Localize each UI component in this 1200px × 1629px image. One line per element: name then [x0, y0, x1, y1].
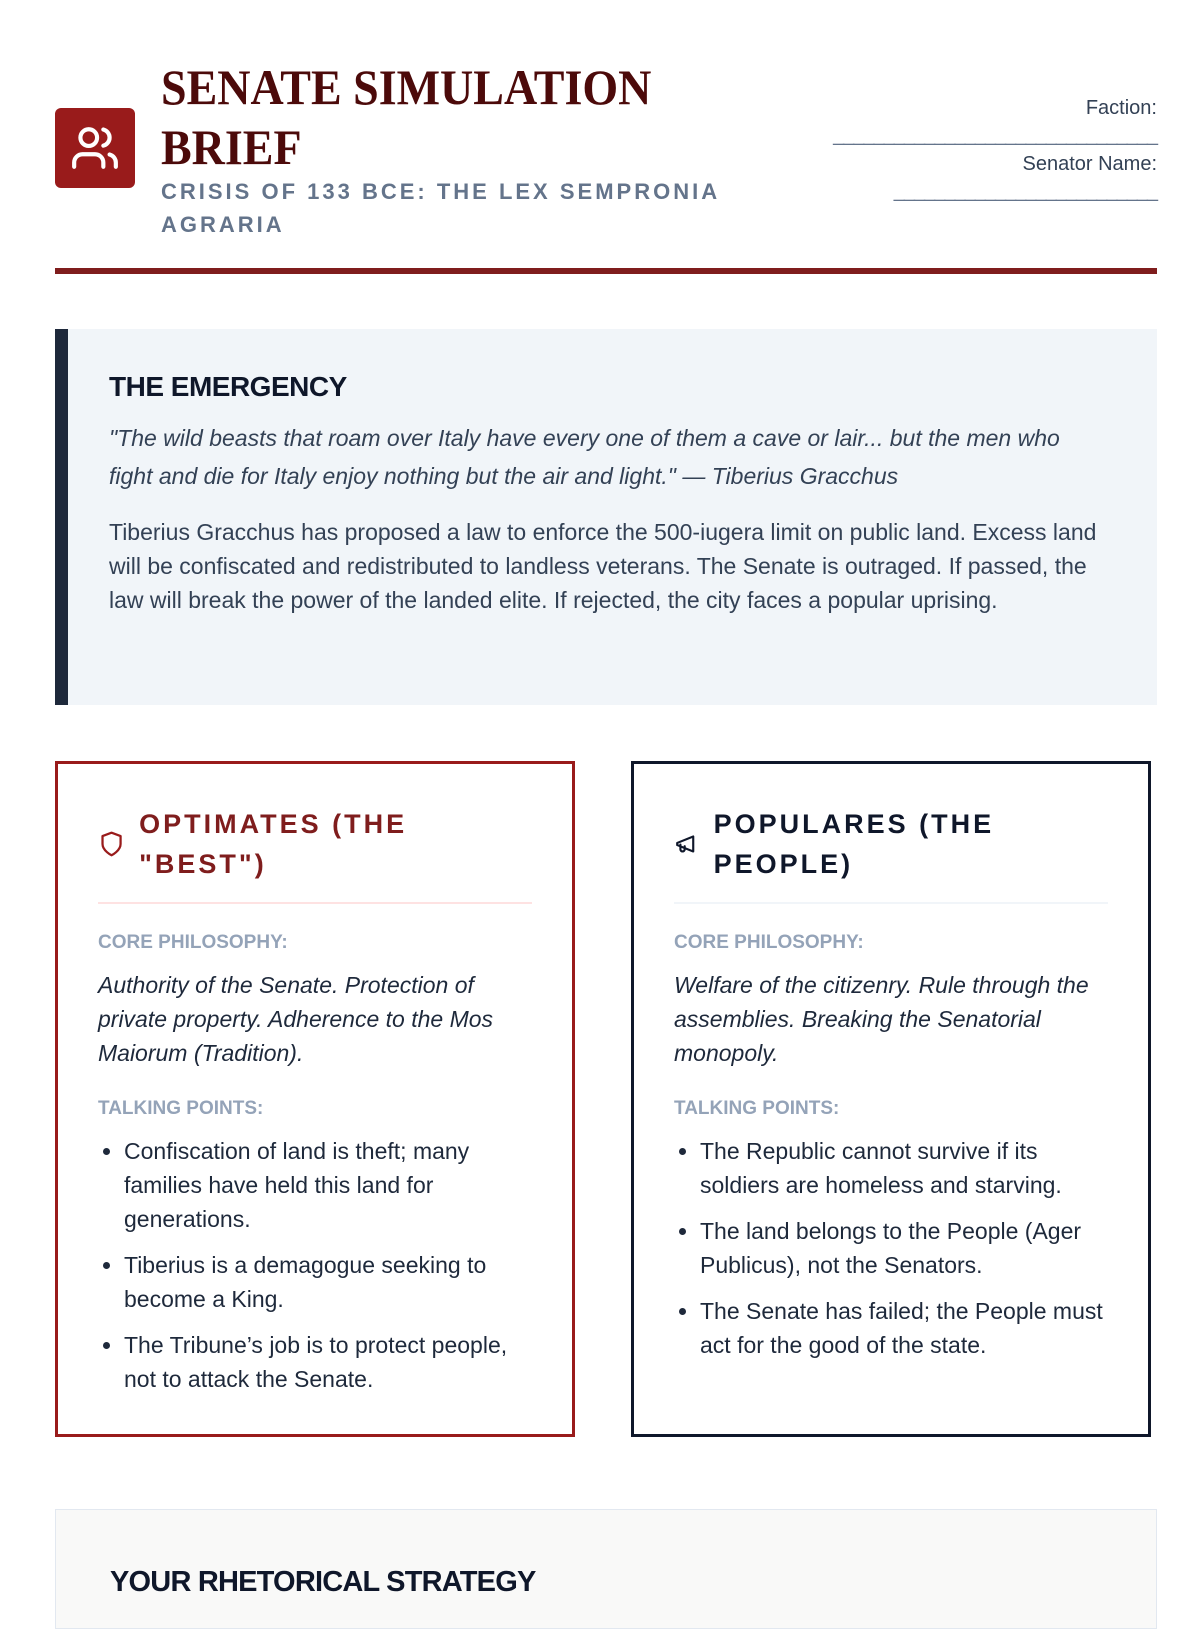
emergency-quote: "The wild beasts that roam over Italy have every one of them a cave or lair... but the men who fight and die for Italy enjoy nothing but the air and light." — Tiberius Gracchus	[109, 425, 1060, 489]
shield-icon	[98, 830, 125, 858]
senator-name-label: Senator Name:	[1022, 153, 1157, 175]
philosophy-text: Welfare of the citizenry. Rule through the assemblies. Breaking the Senatorial monopoly.	[674, 972, 1089, 1066]
talking-points-label: TALKING POINTS:	[674, 1098, 840, 1119]
card-title: POPULARES (THE PEOPLE)	[713, 809, 995, 879]
card-header	[674, 804, 1108, 904]
list-item: • The land belongs to the People (Ager Publicus), not the Senators.	[700, 1214, 1108, 1282]
talking-points-list	[98, 1134, 532, 1396]
strategy-heading: YOUR RHETORICAL STRATEGY	[110, 1566, 536, 1598]
list-item: • The Senate has failed; the People must act for the good of the state.	[700, 1294, 1108, 1362]
philosophy-label: CORE PHILOSOPHY:	[98, 932, 288, 953]
faction-field[interactable]: ________________________________	[833, 124, 1157, 146]
header	[55, 55, 1157, 272]
emergency-heading: THE EMERGENCY	[109, 371, 347, 402]
page-subtitle: CRISIS OF 133 BCE: THE LEX SEMPRONIA AGRARIA	[161, 179, 720, 237]
populares-card	[631, 761, 1151, 1437]
philosophy-text: Authority of the Senate. Protection of private property. Adherence to the Mos Maiorum (Tradition).	[98, 972, 494, 1066]
faction-label: Faction:	[1085, 97, 1157, 119]
card-header	[98, 804, 532, 904]
list-item: • Confiscation of land is theft; many families have held this land for generations.	[124, 1134, 532, 1236]
talking-points-label: TALKING POINTS:	[98, 1098, 264, 1119]
list-item: • Tiberius is a demagogue seeking to become a King.	[124, 1248, 532, 1316]
emergency-section	[55, 329, 1157, 705]
talking-points-list	[674, 1134, 1108, 1362]
emergency-body: Tiberius Gracchus has proposed a law to enforce the 500-iugera limit on public land. Excess land will be confiscated and redistributed to landless veterans. The Senate is outraged. If passed, the law will break the power of the landed elite. If rejected, the city faces a popular uprising.	[109, 519, 1097, 613]
header-divider	[55, 268, 1157, 274]
page-title: SENATE SIMULATION BRIEF	[161, 59, 652, 175]
senator-name-field[interactable]: __________________________	[893, 180, 1157, 202]
megaphone-icon	[674, 830, 700, 858]
list-item: • The Tribune’s job is to protect people, not to attack the Senate.	[124, 1328, 532, 1396]
student-fields	[833, 95, 1157, 207]
philosophy-label: CORE PHILOSOPHY:	[674, 932, 864, 953]
users-icon	[70, 123, 120, 173]
list-item: • The Republic cannot survive if its soldiers are homeless and starving.	[700, 1134, 1108, 1202]
optimates-card	[55, 761, 575, 1437]
logo-badge	[55, 108, 135, 188]
card-title: OPTIMATES (THE "BEST")	[139, 809, 408, 879]
strategy-section	[55, 1509, 1157, 1629]
